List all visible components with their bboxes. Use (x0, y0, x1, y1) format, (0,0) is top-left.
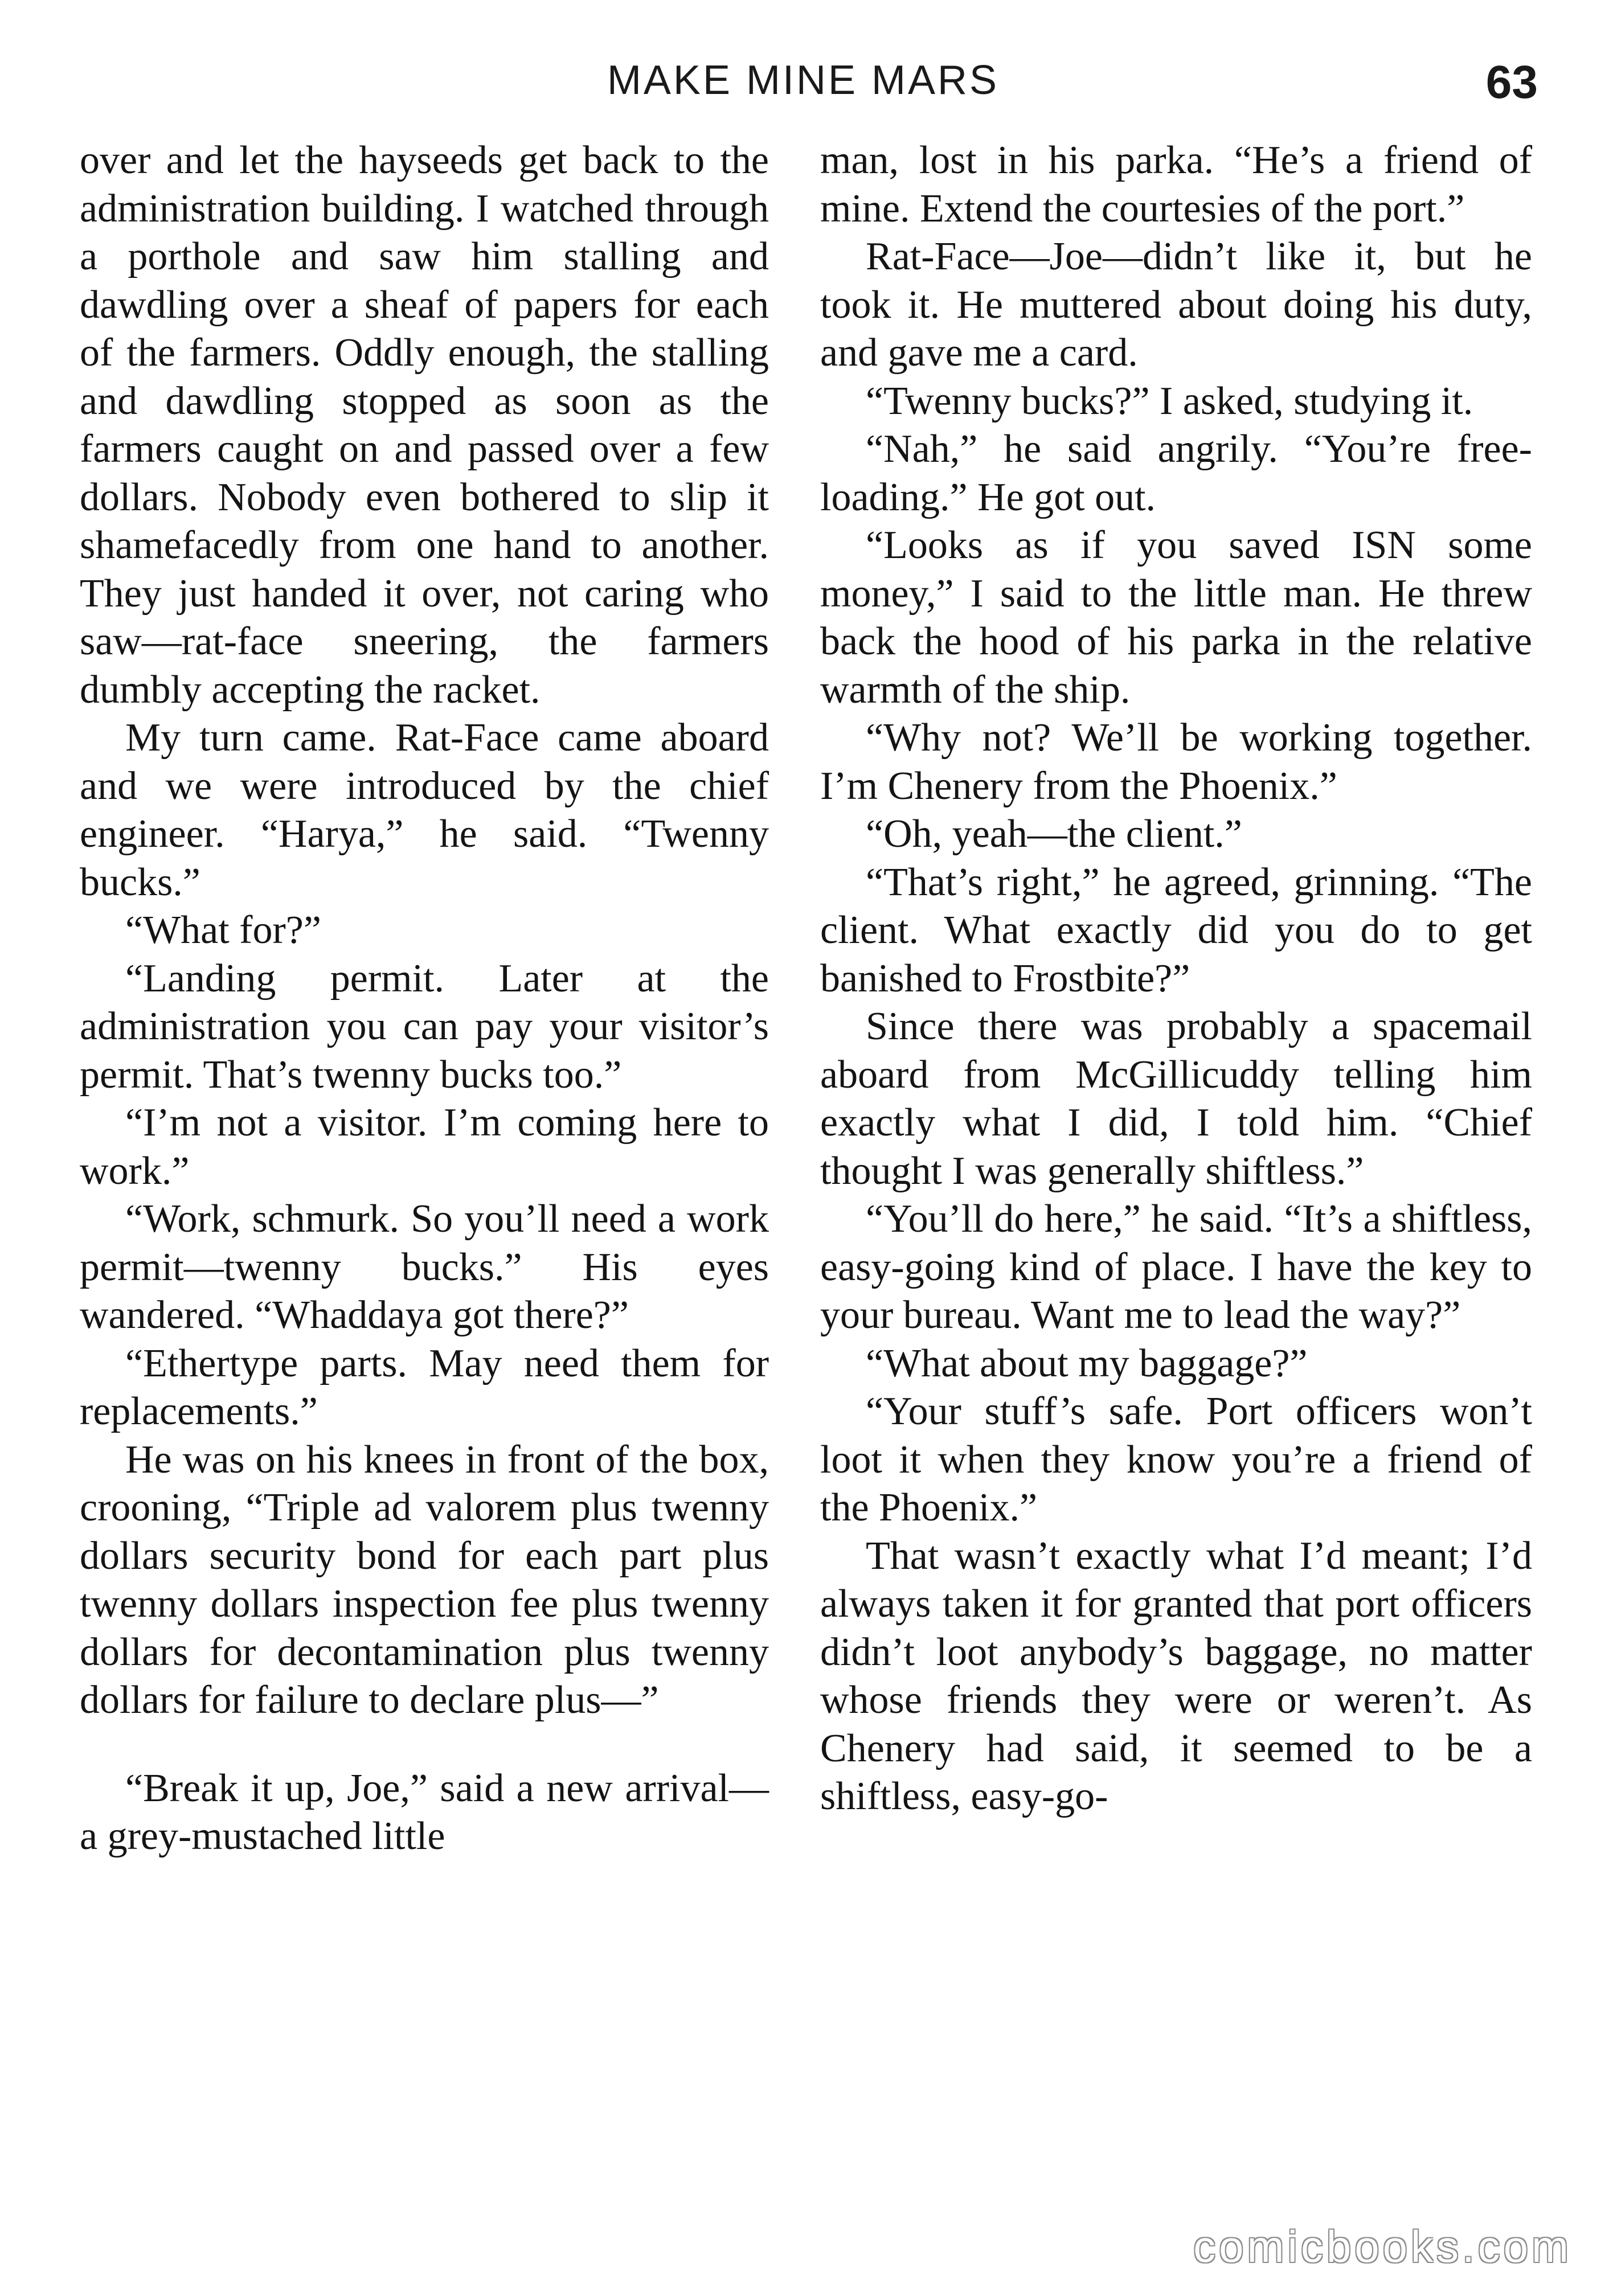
paragraph: “What for?” (125, 908, 321, 952)
paragraph: “Oh, yeah—the client.” (866, 812, 1242, 856)
left-column (80, 137, 769, 1861)
paragraph: Since there was probably a spacemail aboard from McGillicuddy telling him exactly what I did, I told him. “Chief thought I was generally shiftless.” (820, 1004, 1532, 1193)
right-column (820, 137, 1532, 1821)
paragraph: “Looks as if you saved ISN some money,” I said to the little man. He threw back the hood of his parka in the relative warmth of the ship. (820, 523, 1532, 712)
paragraph: He was on his knees in front of the box, crooning, “Triple ad valorem plus twenny dollars security bond for each part plus twenny dollars inspection fee plus twenny dollars for decontamination plus twenny dollars for failure to declare plus—” (80, 1437, 769, 1722)
paragraph: “Twenny bucks?” I asked, studying it. (866, 379, 1473, 423)
paragraph: “You’ll do here,” he said. “It’s a shiftless, easy-going kind of place. I have the key to your bureau. Want me to lead the way?” (820, 1197, 1532, 1337)
paragraph: “Why not? We’ll be working together. I’m Chenery from the Phoenix.” (820, 716, 1532, 808)
paragraph: That wasn’t exactly what I’d meant; I’d always taken it for granted that port officers didn’t loot anybody’s baggage, no matter whose friends they were or weren’t. As Chenery had said, it seemed to be a shiftless, easy-go- (820, 1534, 1532, 1818)
paragraph: “What about my baggage?” (866, 1341, 1308, 1385)
paragraph: over and let the hayseeds get back to the administration building. I watched through a porthole and saw him stalling and dawdling over a sheaf of papers for each of the farmers. Oddly enough, the stalling and dawdling stopped as soon as the farmers caught on and passed over a few dollars. Nobody even bothered to slip it shamefacedly from one hand to another. They just handed it over, not caring who saw—rat-face sneering, the farmers dumbly accepting the racket. (80, 138, 769, 712)
paragraph: “Landing permit. Later at the administration you can pay your visitor’s permit. That’s twenny bucks too.” (80, 956, 769, 1097)
paragraph: Rat-Face—Joe—didn’t like it, but he took it. He muttered about doing his duty, and gave me a card. (820, 235, 1532, 375)
paragraph: “Ethertype parts. May need them for replacements.” (80, 1341, 769, 1433)
paragraph: “That’s right,” he agreed, grinning. “The client. What exactly did you do to get banished to Frostbite?” (820, 860, 1532, 1001)
paragraph: “Work, schmurk. So you’ll need a work permit—twenny bucks.” His eyes wandered. “Whaddaya got there?” (80, 1197, 769, 1337)
paragraph: man, lost in his parka. “He’s a friend of mine. Extend the courtesies of the port.” (820, 138, 1532, 231)
page-number: 63 (1485, 56, 1538, 108)
paragraph: “Break it up, Joe,” said a new arrival—a grey-mustached little (80, 1766, 769, 1858)
site-watermark: comicbooks.com (1193, 2221, 1572, 2272)
paragraph: “Your stuff’s safe. Port officers won’t loot it when they know you’re a friend of the Phoenix.” (820, 1389, 1532, 1530)
running-title: MAKE MINE MARS (607, 58, 1000, 103)
paragraph: My turn came. Rat-Face came aboard and we were introduced by the chief engineer. “Harya,” he said. “Twenny bucks.” (80, 716, 769, 904)
paragraph: “Nah,” he said angrily. “You’re free-loading.” He got out. (820, 427, 1532, 519)
paragraph: “I’m not a visitor. I’m coming here to work.” (80, 1101, 769, 1193)
